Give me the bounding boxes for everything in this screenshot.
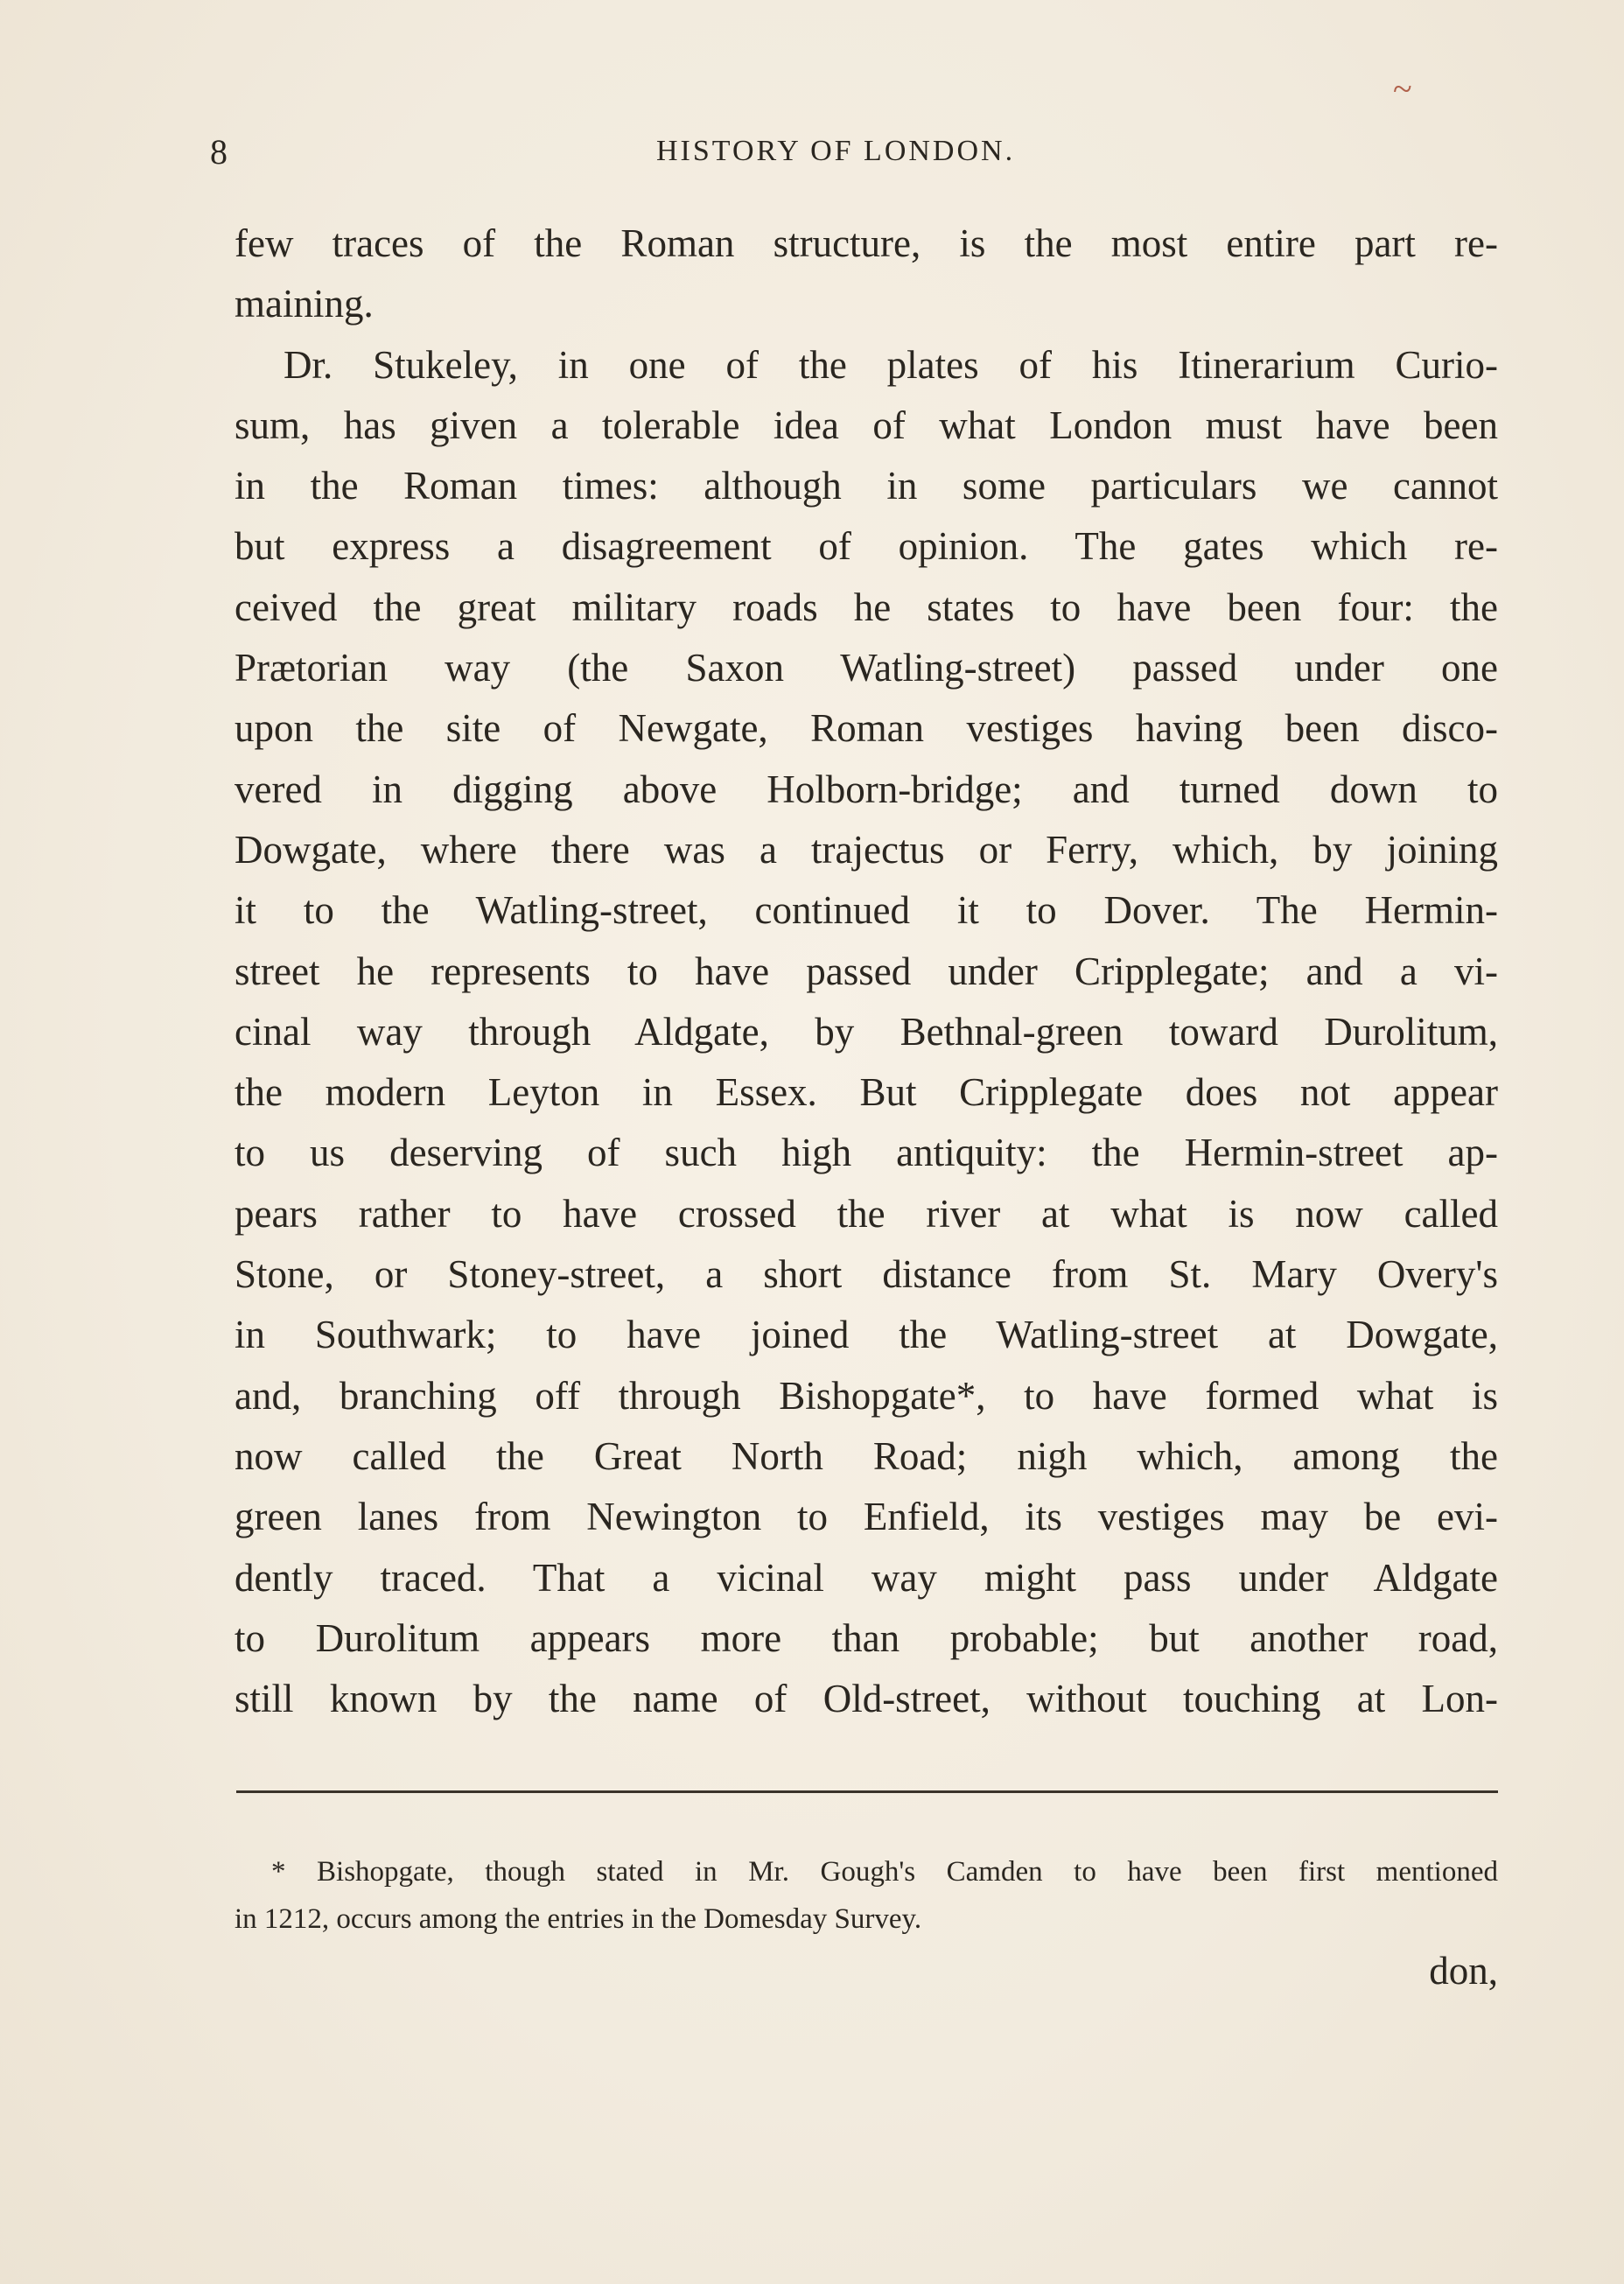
text-line: cinal way through Aldgate, by Bethnal-green toward Durolitum, (234, 1009, 1498, 1054)
text-line: the modern Leyton in Essex. But Cripplegate does not appear (234, 1070, 1498, 1115)
text-line: Stone, or Stoney-street, a short distance from St. Mary Overy's (234, 1252, 1498, 1297)
running-head (210, 131, 1496, 184)
text-line: green lanes from Newington to Enfield, its vestiges may be evi- (234, 1495, 1498, 1539)
text-line: dently traced. That a vicinal way might pass under Aldgate (234, 1555, 1498, 1600)
footnote (234, 1848, 1498, 1943)
text-line: to us deserving of such high antiquity: the Hermin-street ap- (234, 1131, 1498, 1175)
text-line: Dr. Stukeley, in one of the plates of his Itinerarium Curio- (284, 342, 1498, 387)
text-line: but express a disagreement of opinion. The gates which re- (234, 524, 1498, 569)
text-line: and, branching off through Bishopgate*, to have formed what is (234, 1373, 1498, 1418)
body-text (234, 214, 1498, 1729)
text-line: it to the Watling-street, continued it to Dover. The Hermin- (234, 888, 1498, 933)
catchword: don, (1429, 1949, 1498, 1993)
text-line: still known by the name of Old-street, without touching at Lon- (234, 1677, 1498, 1721)
text-line: few traces of the Roman structure, is the most entire part re- (234, 221, 1498, 265)
text-line: ceived the great military roads he states to have been four: the (234, 585, 1498, 629)
running-title: HISTORY OF LONDON. (656, 135, 1016, 167)
footnote-rule (236, 1790, 1498, 1793)
text-line: maining. (234, 282, 374, 326)
text-line: to Durolitum appears more than probable; but another road, (234, 1615, 1498, 1660)
text-line: now called the Great North Road; nigh which, among the (234, 1433, 1498, 1478)
ink-mark: ~ (1393, 69, 1412, 109)
text-line: sum, has given a tolerable idea of what London must have been (234, 403, 1498, 447)
text-line: Dowgate, where there was a trajectus or Ferry, which, by joining (234, 827, 1498, 872)
footnote-line: * Bishopgate, though stated in Mr. Gough's Camden to have been first mentioned (271, 1856, 1498, 1888)
footnote-line: in 1212, occurs among the entries in the Domesday Survey. (234, 1903, 922, 1935)
text-line: in Southwark; to have joined the Watling-street at Dowgate, (234, 1313, 1498, 1357)
page-number: 8 (210, 132, 228, 172)
text-line: Prætorian way (the Saxon Watling-street) passed under one (234, 646, 1498, 690)
text-line: pears rather to have crossed the river at what is now called (234, 1191, 1498, 1236)
text-line: upon the site of Newgate, Roman vestiges having been disco- (234, 706, 1498, 751)
text-line: vered in digging above Holborn-bridge; and turned down to (234, 767, 1498, 811)
text-line: street he represents to have passed under Cripplegate; and a vi- (234, 949, 1498, 993)
text-line: in the Roman times: although in some particulars we cannot (234, 464, 1498, 508)
